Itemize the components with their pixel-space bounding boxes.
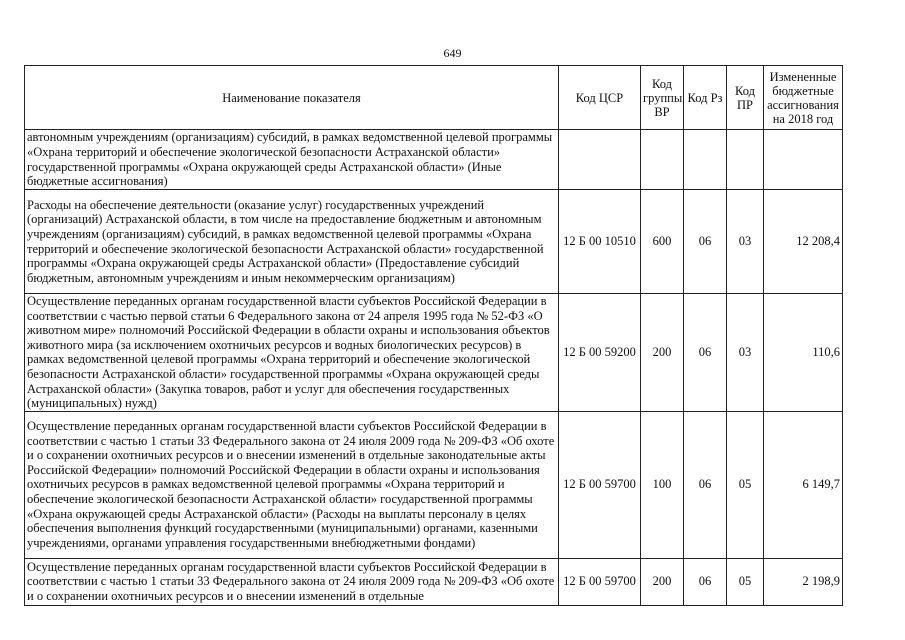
table-row	[25, 558, 843, 605]
row-rz-code: 06	[684, 294, 727, 412]
table-header-row	[25, 66, 843, 130]
table-row	[25, 130, 843, 190]
row-amount: 6 149,7	[764, 411, 843, 558]
row-vr-code: 100	[641, 411, 684, 558]
row-vr-code: 200	[641, 558, 684, 605]
row-name: Осуществление переданных органам государственной власти субъектов Российской Федерации в соответствии с частью 1 статьи 33 Федерального закона от 24 июля 2009 года № 209-ФЗ «Об охоте и о сохранении охотничьих ресурсов и о внесении изменений в отдельные законодательные акты Российской Федерации» полномочий Российской Федерации в области охраны и использования охотничьих ресурсов в рамках ведомственной целевой программы «Охрана территорий и обеспечение экологической безопасности Астраханской области» государственной программы «Охрана окружающей среды Астраханской области» (Расходы на выплаты персоналу в целях обеспечения выполнения функций государственными (муниципальными) органами, казенными учреждениями, органами управления государственными внебюджетными фондами)	[25, 411, 559, 558]
row-amount	[764, 130, 843, 190]
row-vr-code: 200	[641, 294, 684, 412]
table-row	[25, 411, 843, 558]
row-pr-code: 05	[727, 558, 764, 605]
row-pr-code: 03	[727, 294, 764, 412]
row-amount: 12 208,4	[764, 190, 843, 294]
row-csr-code: 12 Б 00 59700	[559, 558, 641, 605]
row-rz-code: 06	[684, 558, 727, 605]
row-rz-code: 06	[684, 411, 727, 558]
row-name: автономным учреждениям (организациям) субсидий, в рамках ведомственной целевой программы «Охрана территорий и обеспечение экологической безопасности Астраханской области» государственной программы «Охрана окружающей среды Астраханской области» (Иные бюджетные ассигнования)	[25, 130, 559, 190]
row-pr-code: 03	[727, 190, 764, 294]
row-csr-code: 12 Б 00 10510	[559, 190, 641, 294]
budget-table	[24, 65, 843, 606]
row-pr-code	[727, 130, 764, 190]
table-row	[25, 190, 843, 294]
row-vr-code	[641, 130, 684, 190]
header-rz-code: Код Рз	[684, 66, 727, 130]
row-vr-code: 600	[641, 190, 684, 294]
row-name: Расходы на обеспечение деятельности (оказание услуг) государственных учреждений (организаций) Астраханской области, в том числе на предоставление бюджетным и автономным учреждениям (организациям) субсидий, в рамках ведомственной целевой программы «Охрана территорий и обеспечение экологической безопасности Астраханской области» государственной программы «Охрана окружающей среды Астраханской области» (Предоставление субсидий бюджетным, автономным учреждениям и иным некоммерческим организациям)	[25, 190, 559, 294]
table-row	[25, 294, 843, 412]
row-csr-code: 12 Б 00 59200	[559, 294, 641, 412]
header-amount: Измененные бюджетные ассигнования на 2018 год	[764, 66, 843, 130]
row-rz-code: 06	[684, 190, 727, 294]
page-number: 649	[443, 46, 462, 60]
header-vr-code: Код группы ВР	[641, 66, 684, 130]
row-csr-code: 12 Б 00 59700	[559, 411, 641, 558]
header-name: Наименование показателя	[25, 66, 559, 130]
row-amount: 110,6	[764, 294, 843, 412]
header-pr-code: Код ПР	[727, 66, 764, 130]
header-csr-code: Код ЦСР	[559, 66, 641, 130]
row-rz-code	[684, 130, 727, 190]
row-csr-code	[559, 130, 641, 190]
row-name: Осуществление переданных органам государственной власти субъектов Российской Федерации в соответствии с частью первой статьи 6 Федерального закона от 24 апреля 1995 года № 52-ФЗ «О животном мире» полномочий Российской Федерации в области охраны и использования объектов животного мира (за исключением охотничьих ресурсов и водных биологических ресурсов) в рамках ведомственной целевой программы «Охрана территорий и обеспечение экологической безопасности Астраханской области» государственной программы «Охрана окружающей среды Астраханской области» (Закупка товаров, работ и услуг для обеспечения государственных (муниципальных) нужд)	[25, 294, 559, 412]
row-pr-code: 05	[727, 411, 764, 558]
row-name: Осуществление переданных органам государственной власти субъектов Российской Федерации в соответствии с частью 1 статьи 33 Федерального закона от 24 июля 2009 года № 209-ФЗ «Об охоте и о сохранении охотничьих ресурсов и о внесении изменений в отдельные	[25, 558, 559, 605]
row-amount: 2 198,9	[764, 558, 843, 605]
